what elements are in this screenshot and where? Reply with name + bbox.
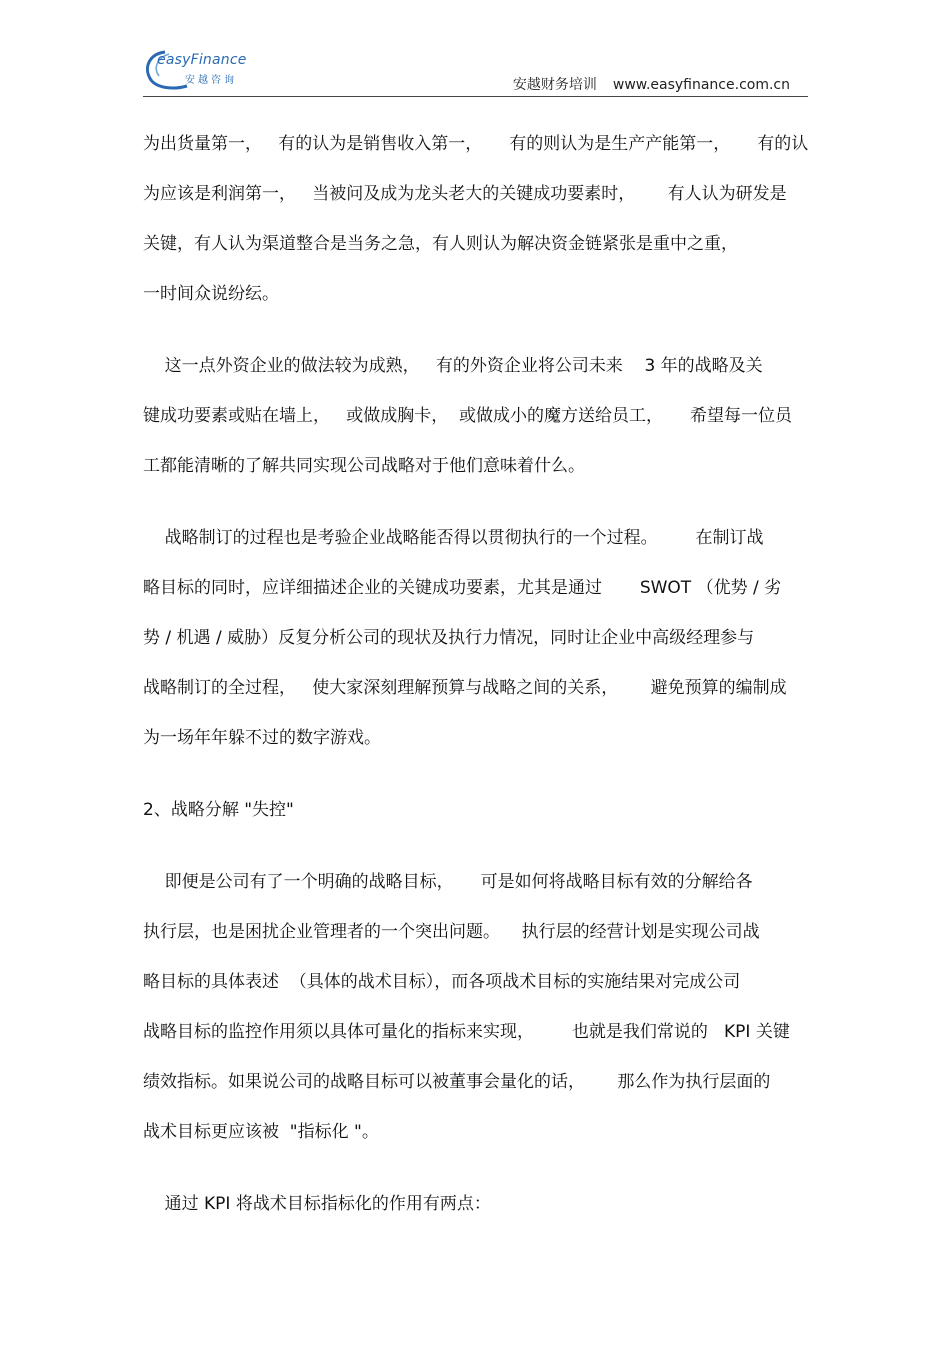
text-line: 战略制订的过程也是考验企业战略能否得以贯彻执行的一个过程。 在制订战 [143,528,764,548]
text-line: 战略目标的监控作用须以具体可量化的指标来实现， 也就是我们常说的 KPI 关键 [143,1022,790,1042]
text-line: 即便是公司有了一个明确的战略目标， 可是如何将战略目标有效的分解给各 [143,872,753,892]
text-line: 一时间众说纷纭。 [143,284,279,304]
website-url: www.easyfinance.com.cn [612,77,790,93]
text-line: 为一场年年躲不过的数字游戏。 [143,728,381,748]
text-line: 这一点外资企业的做法较为成熟， 有的外资企业将公司未来 3 年的战略及关 [143,356,763,376]
logo-text-en: easyFinance [157,52,247,68]
text-line: 键成功要素或贴在墙上， 或做成胸卡， 或做成小的魔方送给员工， 希望每一位员 [143,406,793,426]
text-line: 工都能清晰的了解共同实现公司战略对于他们意味着什么。 [143,456,585,476]
text-line: 执行层，也是困扰企业管理者的一个突出问题。 执行层的经营计划是实现公司战 [143,922,760,942]
company-logo [143,44,253,90]
text-line: 战术目标更应该被 "指标化 "。 [143,1122,379,1142]
logo-text-cn: 安越咨询 [185,75,237,86]
page-header [143,44,808,97]
text-line: 关键，有人认为渠道整合是当务之急，有人则认为解决资金链紧张是重中之重， [143,234,738,254]
text-line: 战略制订的全过程， 使大家深刻理解预算与战略之间的关系， 避免预算的编制成 [143,678,787,698]
text-line: 为应该是利润第一， 当被问及成为龙头老大的关键成功要素时， 有人认为研发是 [143,184,787,204]
text-line: 略目标的具体表述 （具体的战术目标），而各项战术目标的实施结果对完成公司 [143,972,741,992]
text-line: 为出货量第一， 有的认为是销售收入第一， 有的则认为是生产产能第一， 有的认 [143,134,809,154]
text-line: 势 / 机遇 / 威胁）反复分析公司的现状及执行力情况，同时让企业中高级经理参与 [143,628,755,648]
text-line: 绩效指标。如果说公司的战略目标可以被董事会量化的话， 那么作为执行层面的 [143,1072,771,1092]
company-name: 安越财务培训 [512,77,597,93]
text-line: 通过 KPI 将战术目标指标化的作用有两点： [143,1194,491,1214]
section-heading: 2、战略分解 "失控" [143,800,294,820]
text-line: 略目标的同时，应详细描述企业的关键成功要素，尤其是通过 SWOT （优势 / 劣 [143,578,782,598]
header-info [513,74,790,94]
